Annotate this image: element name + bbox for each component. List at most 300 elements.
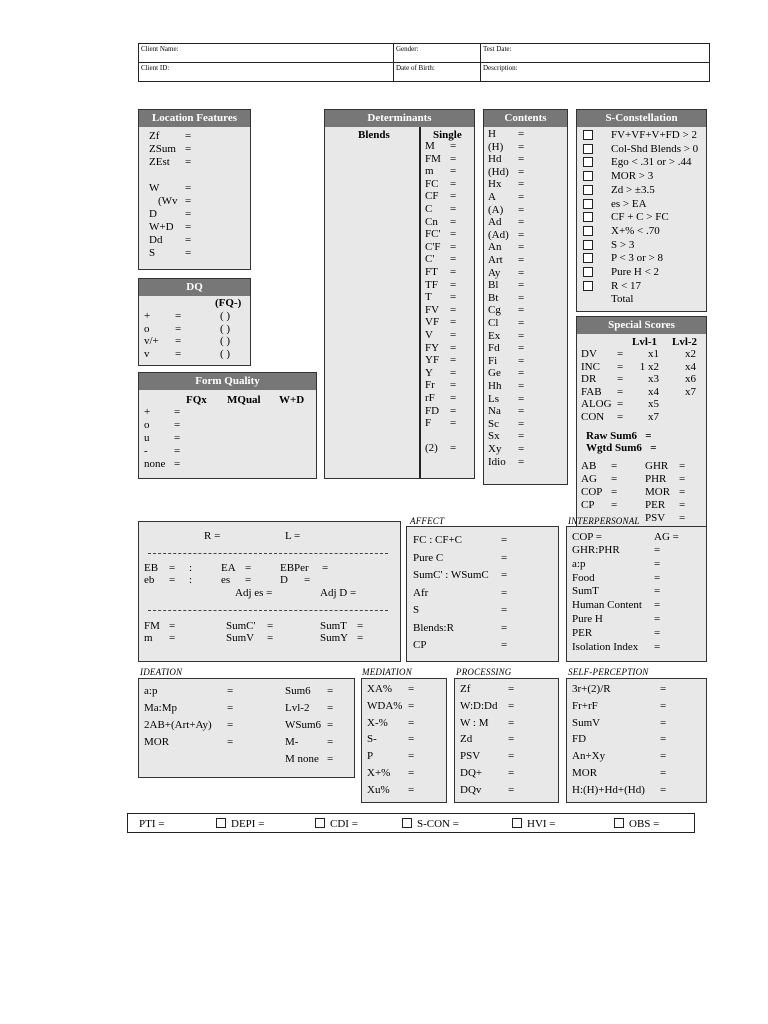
self-perception-row-label: Fr+rF	[572, 699, 598, 712]
processing-row-eq: =	[508, 783, 515, 796]
affect-row-eq: =	[501, 534, 508, 546]
self-perception-row-eq: =	[660, 699, 667, 712]
interpersonal-row-eq: =	[654, 557, 661, 570]
interpersonal-row-eq: =	[654, 640, 661, 653]
affect-heading: AFFECT	[410, 516, 445, 526]
content-eq: =	[518, 228, 525, 241]
scon-checkbox[interactable]	[583, 130, 593, 140]
eb2-label: eb	[144, 574, 155, 586]
determinant-label: FY	[425, 341, 440, 354]
d-label: D	[280, 574, 288, 586]
content-label: (Hd)	[488, 165, 509, 178]
determinant-label: C'F	[425, 240, 441, 253]
mediation-row-label: WDA%	[367, 699, 403, 712]
mediation-row-eq: =	[408, 699, 415, 712]
dq-row-paren: ( )	[220, 310, 231, 322]
content-label: Xy	[488, 443, 502, 455]
affect-row-label: Afr	[413, 586, 429, 599]
ss-right-eq: =	[679, 499, 686, 511]
content-label: Ay	[488, 266, 501, 279]
content-label: Bt	[488, 291, 499, 304]
location-features-title: Location Features	[139, 110, 250, 127]
lvl1-header: Lvl-1	[632, 336, 658, 348]
dq-fq-header: (FQ-)	[215, 297, 242, 309]
scon-checkbox[interactable]	[583, 199, 593, 209]
content-label: Ex	[488, 329, 501, 342]
mediation-row-label: S-	[367, 733, 377, 746]
determinant-eq: =	[450, 442, 457, 455]
content-eq: =	[518, 430, 525, 443]
dq-box	[138, 278, 251, 366]
scon-item-label: P < 3 or > 8	[611, 252, 664, 265]
ss-right-eq: =	[679, 473, 686, 485]
self-perception-row-eq: =	[660, 683, 667, 695]
processing-row-eq: =	[508, 699, 515, 712]
ss-row-eq: =	[617, 373, 624, 386]
gender-label: Gender:	[396, 45, 419, 53]
scon-item-label: MOR > 3	[611, 170, 654, 183]
fq-row-eq: =	[174, 432, 181, 444]
pti-label: PTI =	[139, 818, 165, 830]
content-eq: =	[518, 165, 525, 178]
determinant-label: m	[425, 165, 434, 178]
gender-field[interactable]	[394, 44, 481, 63]
content-label: Hx	[488, 178, 502, 191]
ss-row-lvl2: x4	[685, 360, 696, 373]
r-label: R =	[204, 530, 221, 542]
affect-row-eq: =	[501, 621, 508, 634]
ss-right-eq: =	[679, 512, 686, 524]
eb-colon: :	[189, 562, 193, 574]
mediation-row-eq: =	[408, 767, 415, 779]
ideation-left-eq: =	[227, 702, 234, 714]
dq-row-paren: ( )	[220, 347, 231, 360]
content-eq: =	[518, 342, 525, 355]
client-name-label: Client Name:	[141, 45, 179, 53]
content-label: Sc	[488, 417, 499, 430]
determinant-eq: =	[450, 404, 457, 417]
affect-row-eq: =	[501, 604, 508, 616]
scon-item-label: Pure H < 2	[611, 266, 660, 278]
location-row-label: W	[149, 182, 160, 194]
interpersonal-row-label: Human Content	[572, 599, 642, 612]
processing-heading: PROCESSING	[456, 667, 512, 677]
location-row-eq: =	[185, 234, 192, 246]
content-label: An	[488, 241, 502, 254]
mediation-row-label: X-%	[367, 716, 388, 729]
scon-checkbox[interactable]	[583, 267, 593, 277]
client-name-field[interactable]	[139, 44, 394, 63]
index-label: DEPI =	[231, 818, 265, 830]
content-eq: =	[518, 354, 525, 367]
l-label: L =	[285, 530, 301, 542]
mediation-row-label: XA%	[367, 683, 393, 695]
content-label: Idio	[488, 455, 506, 468]
content-label: Bl	[488, 279, 499, 292]
content-eq: =	[518, 254, 525, 266]
ss-right-label: PER	[645, 499, 666, 511]
contents-box	[483, 109, 568, 485]
scon-item-label: es > EA	[611, 197, 647, 210]
ss-row-eq: =	[617, 385, 624, 398]
eb-eq: =	[169, 562, 176, 574]
determinant-eq: =	[450, 190, 457, 203]
self-perception-row-eq: =	[660, 767, 667, 779]
contents-title: Contents	[484, 110, 567, 127]
dq-row-label: +	[144, 310, 151, 322]
content-label: A	[488, 191, 496, 203]
scon-checkbox[interactable]	[583, 185, 593, 195]
self-perception-row-label: An+Xy	[572, 750, 606, 763]
location-row-eq: =	[185, 247, 192, 259]
scon-checkbox[interactable]	[583, 144, 593, 154]
scon-item-label: R < 17	[611, 279, 642, 292]
location-row-label: S	[149, 247, 156, 259]
dq-row-label: o	[144, 322, 150, 335]
client-info-table	[138, 43, 710, 82]
ideation-box	[138, 678, 355, 778]
content-label: H	[488, 128, 496, 140]
ideation-left-label: a:p	[144, 685, 158, 697]
ideation-right-label: WSum6	[285, 719, 322, 731]
wgtd-sum6-label: Wgtd Sum6 =	[586, 442, 657, 454]
location-row-eq: =	[185, 195, 192, 207]
scon-item-label: Ego < .31 or > .44	[611, 156, 692, 169]
determinant-label: V	[425, 329, 433, 341]
determinant-eq: =	[450, 417, 457, 430]
determinants-title: Determinants	[325, 110, 474, 127]
dq-row-eq: =	[175, 310, 182, 322]
location-row-label: ZSum	[149, 143, 176, 155]
interpersonal-row-eq: =	[654, 613, 661, 625]
affect-row-label: CP	[413, 639, 427, 651]
determinant-label: CF	[425, 190, 439, 203]
content-eq: =	[518, 455, 525, 468]
client-id-field[interactable]	[139, 63, 394, 82]
ss-row-label: CON	[581, 411, 605, 423]
dq-row-eq: =	[175, 335, 182, 347]
d-eq: =	[304, 574, 311, 586]
dq-row-eq: =	[175, 347, 182, 360]
index-label: CDI =	[330, 818, 358, 830]
sumv-eq: =	[267, 632, 274, 644]
content-label: Cl	[488, 317, 499, 329]
determinant-label: FD	[425, 404, 440, 417]
ideation-right-label: M none	[285, 753, 319, 765]
determinant-eq: =	[450, 278, 457, 291]
determinant-eq: =	[450, 266, 457, 278]
location-row-label: ZEst	[149, 156, 170, 168]
fq-row-label: u	[144, 432, 150, 444]
mediation-row-eq: =	[408, 733, 415, 746]
index-checkbox[interactable]	[512, 818, 522, 828]
determinant-label: T	[425, 291, 432, 304]
ss-row-label: FAB	[581, 385, 602, 398]
mediation-row-label: Xu%	[367, 783, 390, 796]
scon-item-label: Col-Shd Blends > 0	[611, 142, 699, 155]
scon-checkbox[interactable]	[583, 212, 593, 222]
form-quality-title: Form Quality	[139, 373, 316, 390]
content-eq: =	[518, 178, 525, 191]
scon-item-label: FV+VF+V+FD > 2	[611, 129, 697, 141]
fq-col-wd: W+D	[279, 394, 305, 406]
determinant-label: Y	[425, 366, 433, 379]
determinant-label: M	[425, 140, 435, 152]
dob-field[interactable]	[394, 63, 481, 82]
determinant-label: C'	[425, 253, 435, 266]
content-label: Ls	[488, 392, 499, 405]
determinant-label: Fr	[425, 379, 435, 392]
sumc-eq: =	[267, 620, 274, 632]
determinant-label: YF	[425, 354, 440, 367]
mediation-row-label: X+%	[367, 767, 391, 779]
processing-row-eq: =	[508, 750, 515, 763]
sumy-eq: =	[357, 632, 364, 644]
affect-row-label: SumC' : WSumC	[413, 569, 489, 581]
content-label: Hd	[488, 153, 502, 166]
processing-row-label: DQ+	[460, 767, 483, 779]
content-label: Art	[488, 254, 503, 266]
content-label: (H)	[488, 140, 504, 153]
mediation-box	[361, 678, 447, 803]
ss-row-lvl1: x3	[648, 373, 659, 386]
scon-checkbox[interactable]	[583, 240, 593, 250]
content-eq: =	[518, 203, 525, 216]
ss-right-eq: =	[679, 486, 686, 498]
scon-checkbox[interactable]	[583, 281, 593, 291]
ideation-right-label: Lvl-2	[285, 702, 310, 714]
scon-item-label: X+% < .70	[611, 224, 660, 237]
self-perception-box	[566, 678, 707, 803]
es-label: es	[221, 574, 231, 586]
affect-box	[406, 526, 559, 662]
determinant-label: FT	[425, 266, 438, 278]
determinant-label: FM	[425, 152, 441, 165]
content-eq: =	[518, 329, 525, 342]
determinant-label: FV	[425, 303, 440, 316]
processing-row-eq: =	[508, 733, 515, 746]
es-eq: =	[245, 574, 252, 586]
determinant-label: FC	[425, 177, 439, 190]
scon-checkbox[interactable]	[583, 226, 593, 236]
content-label: Fd	[488, 342, 500, 355]
core-divider-bottom	[148, 610, 388, 611]
ideation-left-label: Ma:Mp	[144, 702, 177, 714]
determinant-label: C	[425, 203, 433, 215]
sumy-label: SumY	[320, 632, 349, 644]
scon-item-label: Zd > ±3.5	[611, 183, 655, 196]
test-date-field[interactable]	[481, 44, 710, 63]
determinant-eq: =	[450, 379, 457, 392]
determinant-eq: =	[450, 366, 457, 379]
processing-row-label: PSV	[460, 750, 481, 763]
content-eq: =	[518, 140, 525, 153]
processing-row-label: W : M	[460, 716, 489, 729]
location-row-eq: =	[185, 221, 192, 233]
determinant-eq: =	[450, 253, 457, 266]
affect-row-eq: =	[501, 639, 508, 651]
determinant-eq: =	[450, 240, 457, 253]
content-eq: =	[518, 380, 525, 392]
self-perception-row-eq: =	[660, 750, 667, 763]
self-perception-row-label: 3r+(2)/R	[572, 683, 611, 695]
adj-d-label: Adj D =	[320, 587, 357, 599]
fq-row-label: o	[144, 419, 150, 431]
interpersonal-row-label: SumT	[572, 585, 599, 598]
processing-row-label: W:D:Dd	[460, 699, 498, 712]
determinant-eq: =	[450, 291, 457, 304]
ss-left-eq: =	[611, 486, 618, 498]
index-checkbox[interactable]	[216, 818, 226, 828]
special-scores-box	[576, 316, 707, 528]
content-eq: =	[518, 367, 525, 380]
fq-row-eq: =	[174, 419, 181, 431]
self-perception-row-label: FD	[572, 733, 587, 746]
ideation-left-label: 2AB+(Art+Ay)	[144, 719, 212, 731]
ss-row-label: INC	[581, 360, 600, 373]
ss-row-lvl1: x5	[648, 398, 659, 411]
location-row-eq: =	[185, 208, 192, 220]
scon-checkbox[interactable]	[583, 157, 593, 167]
ideation-right-eq: =	[327, 719, 334, 731]
ea-eq: =	[245, 562, 252, 574]
index-checkbox[interactable]	[315, 818, 325, 828]
ss-right-label: MOR	[645, 486, 671, 498]
mediation-heading: MEDIATION	[362, 667, 412, 677]
determinant-eq: =	[450, 177, 457, 190]
scon-item-label: S > 3	[611, 238, 635, 251]
determinant-label: (2)	[425, 442, 438, 455]
description-field[interactable]	[481, 63, 710, 82]
ideation-left-eq: =	[227, 736, 234, 748]
ss-row-label: DV	[581, 348, 597, 360]
affect-row-eq: =	[501, 586, 508, 599]
description-label: Description:	[483, 64, 518, 72]
ss-right-eq: =	[679, 460, 686, 472]
ss-left-label: AB	[581, 460, 597, 472]
ss-row-lvl1: x7	[648, 411, 659, 423]
self-perception-row-label: MOR	[572, 767, 598, 779]
affect-row-eq: =	[501, 569, 508, 581]
interpersonal-row-eq: =	[654, 599, 661, 612]
fm-eq: =	[169, 620, 176, 632]
scon-item-label: CF + C > FC	[611, 211, 669, 224]
location-row-eq: =	[185, 182, 192, 194]
interpersonal-row-label: a:p	[572, 557, 586, 570]
location-row-label: W+D	[149, 221, 174, 233]
self-perception-heading: SELF-PERCEPTION	[568, 667, 649, 677]
eb-label: EB	[144, 562, 159, 574]
determinant-label: TF	[425, 278, 438, 291]
special-scores-title: Special Scores	[577, 317, 706, 334]
ideation-right-eq: =	[327, 753, 334, 765]
determinant-label: rF	[425, 392, 435, 404]
s-constellation-title: S-Constellation	[577, 110, 706, 127]
self-perception-row-label: H:(H)+Hd+(Hd)	[572, 783, 645, 796]
interpersonal-ag: AG =	[654, 531, 679, 543]
ideation-heading: IDEATION	[140, 667, 183, 677]
raw-sum6-label: Raw Sum6 =	[586, 430, 652, 442]
content-eq: =	[518, 191, 525, 203]
content-eq: =	[518, 128, 525, 140]
mediation-row-eq: =	[408, 783, 415, 796]
ideation-left-eq: =	[227, 685, 234, 697]
ss-left-label: AG	[581, 473, 597, 485]
determinant-eq: =	[450, 392, 457, 404]
mediation-row-eq: =	[408, 716, 415, 729]
determinant-label: FC'	[425, 228, 441, 241]
ss-left-eq: =	[611, 473, 618, 485]
ea-label: EA	[221, 562, 236, 574]
ss-row-lvl1: x4	[648, 385, 659, 398]
fq-col-mqual: MQual	[227, 394, 261, 406]
content-label: Ad	[488, 216, 502, 229]
dq-title: DQ	[139, 279, 250, 296]
ideation-right-eq: =	[327, 685, 334, 697]
blends-label: Blends	[358, 129, 390, 141]
determinants-box	[324, 109, 475, 479]
index-checkbox[interactable]	[614, 818, 624, 828]
content-label: Cg	[488, 304, 501, 317]
fq-row-label: none	[144, 458, 166, 470]
content-label: (Ad)	[488, 228, 509, 241]
dq-row-label: v	[144, 347, 150, 360]
location-features-box	[138, 109, 251, 270]
index-checkbox[interactable]	[402, 818, 412, 828]
fq-row-eq: =	[174, 458, 181, 470]
processing-row-eq: =	[508, 767, 515, 779]
determinant-eq: =	[450, 341, 457, 354]
content-eq: =	[518, 241, 525, 254]
content-label: (A)	[488, 203, 504, 216]
eb2-colon: :	[189, 574, 193, 586]
lvl2-header: Lvl-2	[672, 336, 698, 348]
mediation-row-label: P	[367, 750, 374, 763]
content-eq: =	[518, 291, 525, 304]
content-eq: =	[518, 216, 525, 229]
interpersonal-cop: COP =	[572, 531, 602, 543]
mediation-row-eq: =	[408, 683, 415, 695]
determinant-eq: =	[450, 152, 457, 165]
index-label: OBS =	[629, 818, 660, 830]
fm-label: FM	[144, 620, 160, 632]
ss-left-label: COP	[581, 486, 603, 498]
affect-row-label: S	[413, 604, 420, 616]
ss-row-label: DR	[581, 373, 597, 386]
ideation-right-label: M-	[285, 736, 299, 748]
fq-row-label: +	[144, 406, 151, 418]
location-row-eq: =	[185, 156, 192, 168]
location-row-label: D	[149, 208, 157, 220]
ss-row-eq: =	[617, 360, 624, 373]
ss-row-eq: =	[617, 398, 624, 411]
interpersonal-box	[566, 526, 707, 662]
ss-left-eq: =	[611, 460, 618, 472]
determinant-label: VF	[425, 316, 440, 329]
client-id-label: Client ID:	[141, 64, 170, 72]
content-label: Ge	[488, 367, 501, 380]
scon-checkbox[interactable]	[583, 171, 593, 181]
sumt-eq: =	[357, 620, 364, 632]
scon-checkbox[interactable]	[583, 253, 593, 263]
determinant-label: Cn	[425, 215, 438, 228]
determinant-eq: =	[450, 303, 457, 316]
ss-right-label: PSV	[645, 512, 666, 524]
dq-row-paren: ( )	[220, 335, 231, 347]
ss-right-label: GHR	[645, 460, 669, 472]
location-row-label: Zf	[149, 130, 160, 142]
eb2-eq: =	[169, 574, 176, 586]
